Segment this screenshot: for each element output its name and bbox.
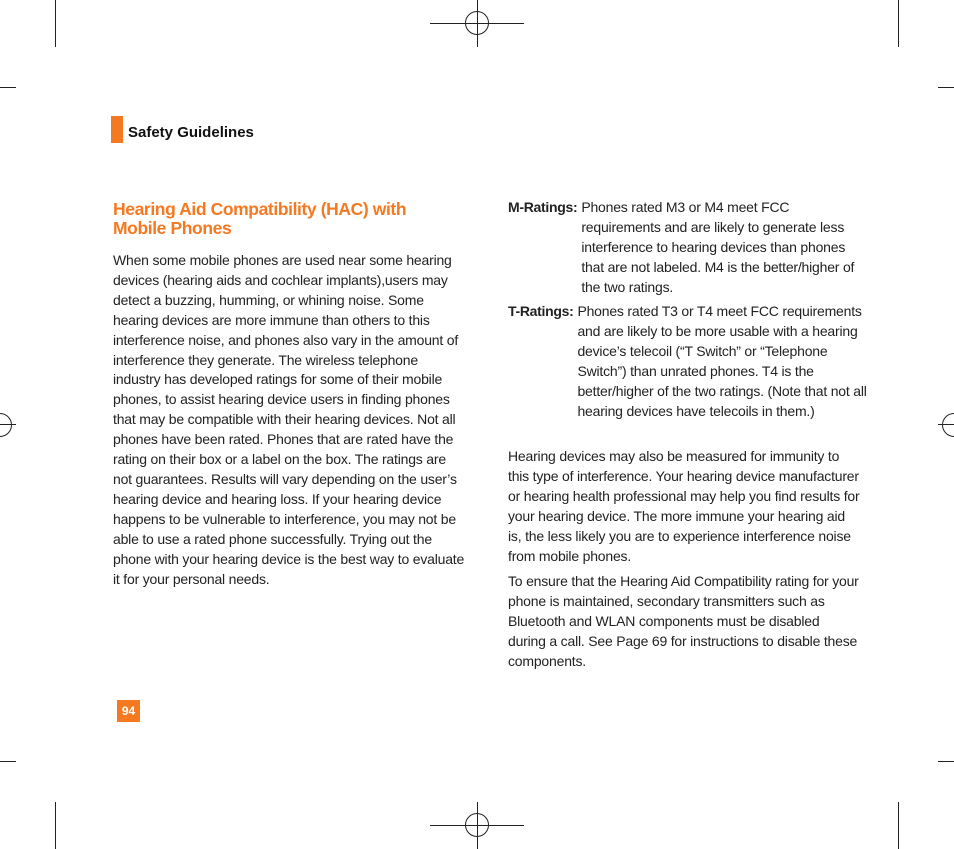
t-ratings-label: T-Ratings: (508, 303, 574, 319)
section-accent-bar (111, 116, 123, 143)
m-ratings-block (508, 198, 868, 298)
crop-mark (0, 87, 16, 88)
crop-mark (898, 0, 899, 47)
m-ratings-label: M-Ratings: (508, 199, 578, 215)
crop-mark (0, 761, 16, 762)
page-number-badge: 94 (117, 700, 140, 722)
heading-line-2: Mobile Phones (113, 218, 232, 238)
registration-circle-icon (942, 413, 954, 437)
m-ratings-text: Phones rated M3 or M4 meet FCC requirements and are likely to generate less interference to hearing devices than phones that are not labeled. M4 is the better/higher of the two ratings. (581, 199, 855, 295)
section-title: Safety Guidelines (128, 124, 254, 141)
t-ratings-block (508, 302, 868, 421)
intro-paragraph: When some mobile phones are used near some hearing devices (hearing aids and cochlear implants),users may detect a buzzing, humming, or whining noise. Some hearing devices are more immune than others to this interference noise, and phones also vary in the amount of interference they generate. The wireless telephone industry has developed ratings for some of their mobile phones, to assist hearing device users in finding phones that may be compatible with their hearing devices. Not all phones have been rated. Phones that are rated have the rating on their box or a label on the box. The ratings are not guarantees. Results will vary depending on the user’s hearing device and hearing loss. If your hearing device happens to be vulnerable to interference, you may not be able to use a rated phone successfully. Trying out the phone with your hearing device is the best way to evaluate it for your personal needs. (113, 252, 465, 587)
immunity-paragraph: Hearing devices may also be measured for immunity to this type of interference. Your hearing device manufacturer or hearing health professional may help you find results for your hearing device. The more immune your hearing aid is, the less likely you are to experience interference noise from mobile phones. (508, 448, 860, 564)
crop-mark (938, 87, 954, 88)
transmitters-paragraph: To ensure that the Hearing Aid Compatibility rating for your phone is maintained, secondary transmitters such as Bluetooth and WLAN components must be disabled during a call. See Page 69 for instructions to disable these components. (508, 573, 859, 669)
crop-mark (898, 802, 899, 849)
page-heading (113, 200, 463, 238)
crop-mark (55, 802, 56, 849)
heading-line-1: Hearing Aid Compatibility (HAC) with (113, 199, 407, 219)
crop-mark (938, 761, 954, 762)
registration-circle-icon (465, 813, 489, 837)
crop-mark (55, 0, 56, 47)
t-ratings-text: Phones rated T3 or T4 meet FCC requirements and are likely to be more usable with a hearing device’s telecoil (“T Switch” or “Telephone Switch”) than unrated phones. T4 is the better/higher of the two ratings. (Note that not all hearing devices have telecoils in them.) (577, 303, 867, 419)
registration-circle-icon (0, 413, 12, 437)
registration-circle-icon (465, 11, 489, 35)
